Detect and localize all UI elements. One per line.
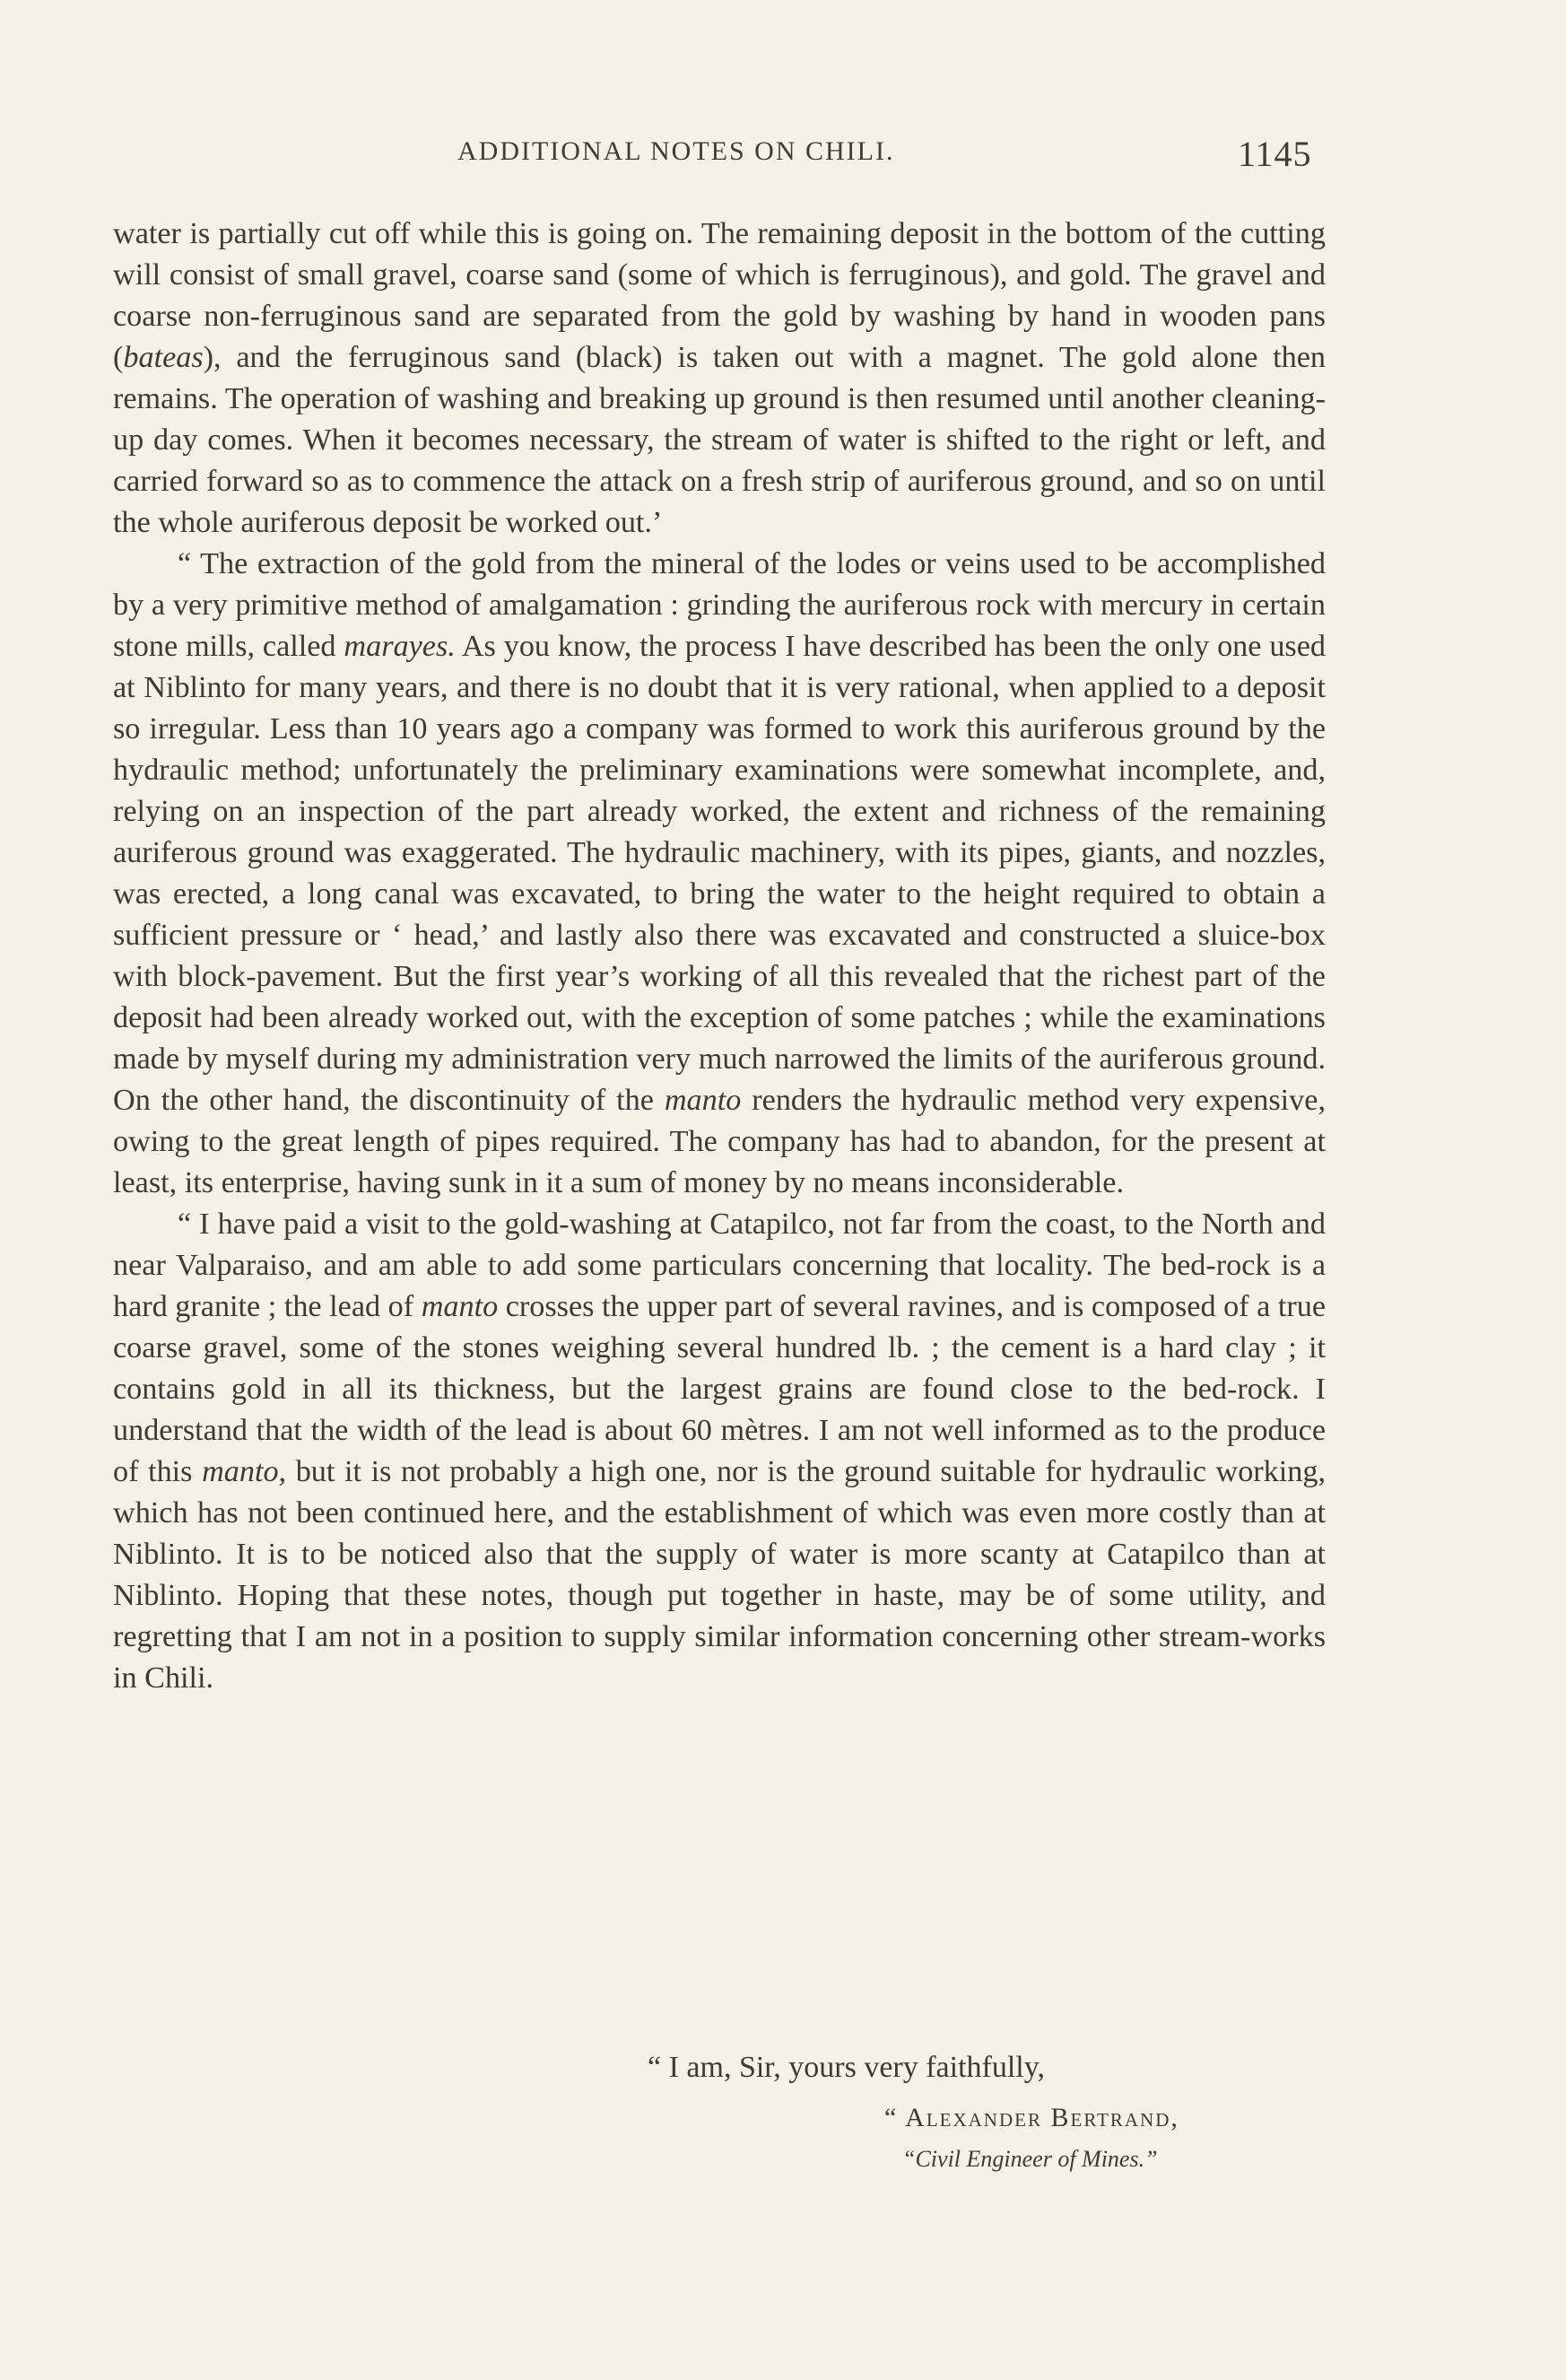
running-head: [0, 133, 1566, 187]
text-run: crosses the upper part of several ravines, and is composed of a true coarse gravel, some of the stones weighing several hundred lb. ; the cement is a hard clay ; it contains gold in all its thickness, but the largest grains are found close to the bed-rock. I understand that the width of the lead is about 60 mètres. I am not well informed as to the produce of this: [113, 1290, 1326, 1488]
running-title: ADDITIONAL NOTES ON CHILI.: [457, 136, 895, 166]
paragraph-3: [113, 1204, 1326, 1699]
italic-term: marayes.: [344, 630, 456, 663]
signature: “ Alexander Bertrand,: [884, 2103, 1179, 2132]
text-run: water is partially cut off while this is going on. The remaining deposit in the bottom of the cutting will consist of small gravel, coarse sand (some of which is ferruginous), and gold. The gravel and coarse non-ferruginous sand are separated from the gold by washing by hand in wooden pans (: [113, 217, 1326, 374]
italic-term: manto: [421, 1290, 499, 1323]
body-text: [113, 214, 1326, 1699]
text-run: As you know, the process I have described has been the only one used at Niblinto for many years, and there is no doubt that it is very rational, when applied to a deposit so irregular. Less than 10 years ago a company was formed to work this auriferous ground by the hydraulic method; unfortunately the preliminary examinations were somewhat incomplete, and, relying on an inspection of the part already worked, the extent and richness of the remaining auriferous ground was exaggerated. The hydraulic machinery, with its pipes, giants, and nozzles, was erected, a long canal was excavated, to bring the water to the height required to obtain a sufficient pressure or ‘ head,’ and lastly also there was excavated and constructed a sluice-box with block-pavement. But the first year’s working of all this revealed that the richest part of the deposit had been already worked out, with the exception of some patches ; while the examinations made by myself during my administration very much narrowed the limits of the auriferous ground. On the other hand, the discontinuity of the: [113, 630, 1326, 1117]
text-run: ), and the ferruginous sand (black) is taken out with a magnet. The gold alone then remains. The operation of washing and breaking up ground is then resumed until another cleaning-up day comes. When it becomes necessary, the stream of water is shifted to the right or left, and carried forward so as to commence the attack on a fresh strip of auriferous ground, and so on until the whole auriferous deposit be worked out.’: [113, 341, 1326, 539]
signatory-title: “Civil Engineer of Mines.”: [902, 2146, 1158, 2172]
closing-salutation: “ I am, Sir, yours very faithfully,: [648, 2051, 1046, 2084]
italic-term: bateas: [123, 341, 204, 374]
text-run: renders the hydraulic method very expensive, owing to the great length of pipes required. The company has had to abandon, for the present at least, its enterprise, having sunk in it a sum of money by no means inconsiderable.: [113, 1084, 1326, 1199]
page-number: 1145: [1238, 134, 1312, 174]
text-run: “ I have paid a visit to the gold-washing at Catapilco, not far from the coast, to the North and near Valparaiso, and am able to add some particulars concerning that locality. The bed-rock is a hard granite ; the lead of: [113, 1207, 1326, 1323]
italic-term: manto: [664, 1084, 742, 1117]
text-run: “ The extraction of the gold from the mineral of the lodes or veins used to be accomplished by a very primitive method of amalgamation : grinding the auriferous rock with mercury in certain stone mills, called: [113, 547, 1326, 663]
paragraph-2: [113, 544, 1326, 1204]
italic-term: manto,: [202, 1455, 287, 1488]
paragraph-1: [113, 214, 1326, 544]
text-run: but it is not probably a high one, nor is the ground suitable for hydraulic working, which has not been continued here, and the establishment of which was even more costly than at Niblinto. It is to be noticed also that the supply of water is more scanty at Catapilco than at Niblinto. Hoping that these notes, though put together in haste, may be of some utility, and regretting that I am not in a position to supply similar information concerning other stream-works in Chili.: [113, 1455, 1327, 1695]
